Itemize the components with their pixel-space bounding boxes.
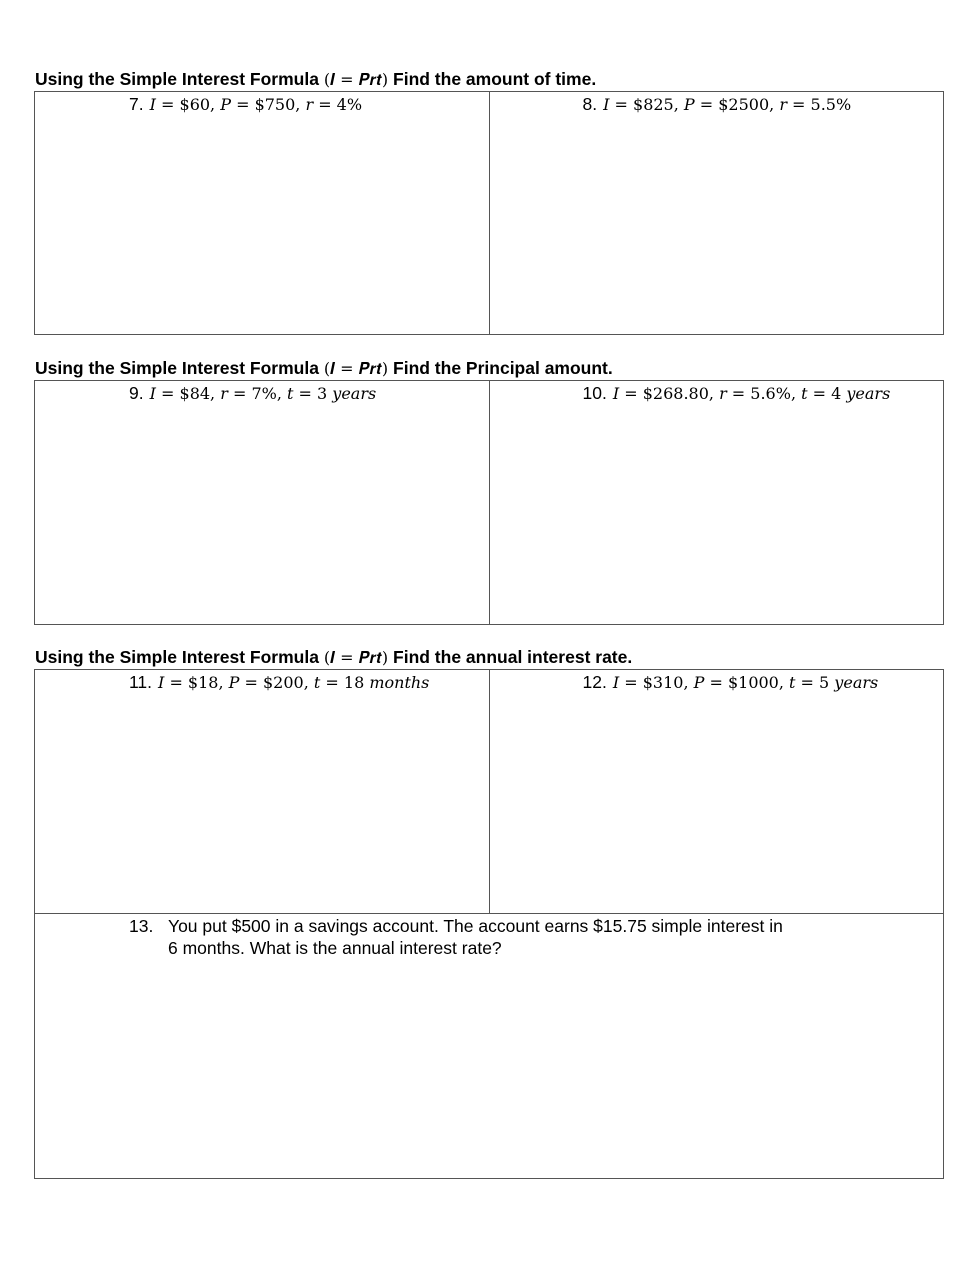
word-problem-text-2: 6 months. What is the annual interest rate? [168, 938, 502, 958]
word-problem-line-1 [129, 915, 783, 937]
heading-prefix: Using the Simple Interest Formula [35, 358, 319, 378]
heading-formula: (𝑰 = 𝑷𝒓𝒕) [323, 359, 389, 378]
problem-7 [129, 93, 362, 116]
problem-values: 𝐼 = $84, 𝑟 = 7%, 𝑡 = 3 𝑦𝑒𝑎𝑟𝑠 [149, 384, 377, 403]
problem-number: 13. [129, 916, 154, 936]
problem-number: 7. [129, 94, 144, 114]
problem-values: 𝐼 = $268.80, 𝑟 = 5.6%, 𝑡 = 4 𝑦𝑒𝑎𝑟𝑠 [612, 384, 891, 403]
problem-cell-8 [489, 92, 944, 334]
problem-number: 11. [129, 672, 153, 692]
section-heading-time [35, 69, 596, 90]
problem-10 [583, 382, 891, 405]
problem-number: 8. [582, 94, 598, 114]
word-problem-13 [129, 915, 783, 959]
problem-cell-11 [35, 670, 489, 913]
heading-suffix: Find the amount of time. [393, 69, 597, 89]
word-problem-text-1: You put $500 in a savings account. The account earns $15.75 simple interest in [168, 916, 783, 936]
heading-formula: (𝑰 = 𝑷𝒓𝒕) [323, 70, 389, 89]
heading-prefix: Using the Simple Interest Formula [35, 69, 319, 89]
problem-9 [129, 382, 376, 405]
problem-12 [583, 671, 879, 694]
problem-cell-12 [489, 670, 944, 913]
problem-cell-13 [34, 913, 944, 1179]
problem-values: 𝐼 = $60, 𝑃 = $750, 𝑟 = 4% [149, 95, 363, 114]
problem-8 [583, 93, 852, 116]
problem-number: 9. [129, 383, 144, 403]
heading-formula: (𝑰 = 𝑷𝒓𝒕) [323, 648, 389, 667]
problem-row-principal [34, 380, 944, 625]
problem-values: 𝐼 = $825, 𝑃 = $2500, 𝑟 = 5.5% [603, 95, 852, 114]
section-heading-rate [35, 647, 632, 668]
heading-suffix: Find the annual interest rate. [393, 647, 633, 667]
problem-cell-10 [489, 381, 944, 624]
problem-values: 𝐼 = $310, 𝑃 = $1000, 𝑡 = 5 𝑦𝑒𝑎𝑟𝑠 [612, 673, 879, 692]
problem-11 [129, 671, 429, 694]
problem-number: 12. [582, 672, 607, 692]
section-heading-principal [35, 358, 613, 379]
problem-number: 10. [582, 383, 607, 403]
problem-row-time [34, 91, 944, 335]
heading-prefix: Using the Simple Interest Formula [35, 647, 319, 667]
problem-row-rate [34, 669, 944, 914]
problem-cell-9 [35, 381, 489, 624]
heading-suffix: Find the Principal amount. [393, 358, 613, 378]
problem-values: 𝐼 = $18, 𝑃 = $200, 𝑡 = 18 𝑚𝑜𝑛𝑡ℎ𝑠 [158, 673, 430, 692]
problem-cell-7 [35, 92, 489, 334]
